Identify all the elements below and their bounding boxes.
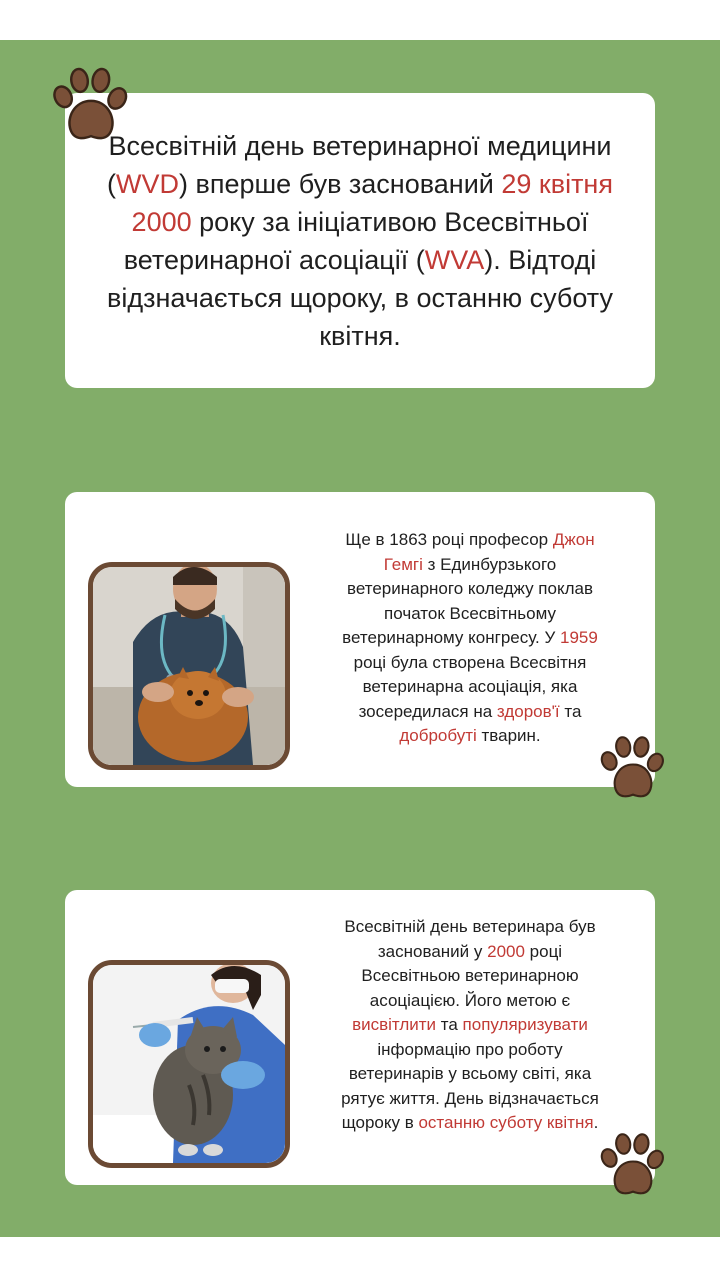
history-text-part: тварин. [476,726,541,745]
intro-text-part: року за ініціативою Всесвітньої ветеринарної асоціації ( [123,207,589,275]
mission-text [330,915,610,1136]
vet-with-cat-photo [88,960,290,1168]
mission-text-part: та [436,1015,463,1034]
history-text-part: та [559,701,582,721]
year-1863: 1863 [389,530,428,549]
vet-with-dog-photo [88,562,290,770]
wva-abbreviation: WVA [424,245,485,275]
welfare-highlight: добробуті [399,726,477,745]
paw-print-icon [598,1130,668,1200]
year-2000: 2000 [487,941,525,961]
history-text-part: Ще в [345,530,390,549]
intro-text [95,127,625,355]
professor-name: Джон Гемгі [383,530,595,574]
history-text-part: році була створена Всесвітня ветеринарна асоціація, яка зосередилася на [353,652,587,721]
history-text-part: з Единбурзького ветеринарного коледжу поклав початок Всесвітньому ветеринарному конгресу. У [342,554,593,647]
founding-date: 29 квітня 2000 [131,169,613,237]
mission-text-part: . [593,1113,599,1132]
highlight-last-saturday: останню суботу квітня [418,1113,594,1132]
mission-text-part: Всесвітній день ветеринара був заснований у [344,917,596,961]
mission-text-part: інформацію про роботу ветеринарів у всьому світі, яка рятує життя. День відзначається щороку в [341,1039,599,1132]
paw-print-icon [50,64,132,146]
year-1959: 1959 [560,628,598,647]
intro-text-part: ). Відтоді відзначається щороку, в останню суботу квітня. [107,245,613,351]
highlight-popularize: популяризувати [462,1015,588,1034]
intro-text-part: ) вперше був заснований [179,169,502,199]
paw-print-icon [598,733,668,803]
health-highlight: здоров'ї [496,701,560,721]
intro-text-part: Всесвітній день ветеринарної медицини ( [107,131,612,199]
history-text-part: році професор [427,530,553,549]
highlight-illuminate: висвітлити [352,1015,437,1034]
wvd-abbreviation: WVD [116,169,180,199]
mission-text-part: році Всесвітньою ветеринарною асоціацією. Його метою є [361,941,579,1010]
history-text [330,528,610,749]
